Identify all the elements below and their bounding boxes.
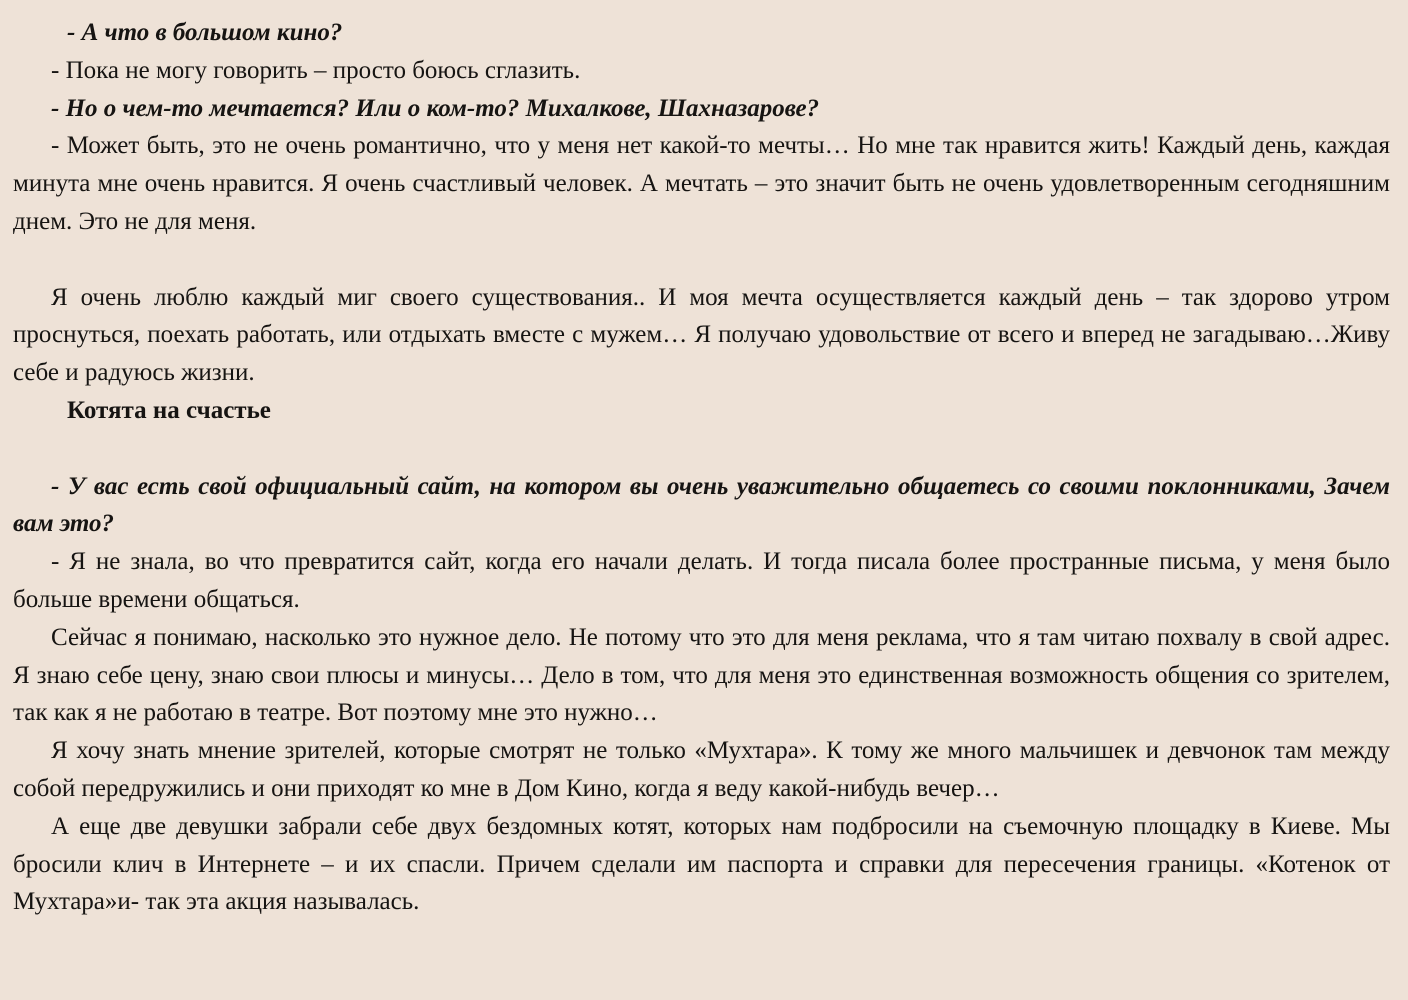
answer-paragraph: Я очень люблю каждый миг своего существования.. И моя мечта осуществляется каждый день – так здорово утром проснуться, поехать работать, или отдыхать вместе с мужем… Я получаю удовольствие от всего и вперед не загадываю…Живу себе и радуюсь жизни. bbox=[13, 283, 1390, 387]
answer-paragraph: - Пока не могу говорить – просто боюсь сглазить. bbox=[51, 56, 581, 84]
answer-paragraph: Я хочу знать мнение зрителей, которые смотрят не только «Мухтара». К тому же много мальчишек и девчонок там между собой передружились и они приходят ко мне в Дом Кино, когда я веду какой-нибудь вечер… bbox=[13, 737, 1390, 802]
answer-paragraph: А еще две девушки забрали себе двух бездомных котят, которых нам подбросили на съемочную площадку в Киеве. Мы бросили клич в Интернете – и их спасли. Причем сделали им паспорта и справки для пересечения границы. «Котенок от Мухтара»и- так эта акция называлась. bbox=[13, 812, 1390, 916]
article-text bbox=[13, 14, 1390, 921]
question-paragraph: - У вас есть свой официальный сайт, на котором вы очень уважительно общаетесь со своими поклонниками, Зачем вам это? bbox=[13, 472, 1390, 538]
answer-paragraph: Сейчас я понимаю, насколько это нужное дело. Не потому что это для меня реклама, что я там читаю похвалу в свой адрес. Я знаю себе цену, знаю свои плюсы и минусы… Дело в том, что для меня это единственная возможность общения со зрителем, так как я не работаю в театре. Вот поэтому мне это нужно… bbox=[13, 623, 1390, 727]
question-paragraph: - А что в большом кино? bbox=[67, 19, 343, 46]
paragraph-gap bbox=[13, 430, 1390, 468]
section-heading: Котята на счастье bbox=[67, 396, 271, 424]
answer-paragraph: - Я не знала, во что превратится сайт, когда его начали делать. И тогда писала более пространные письма, у меня было больше времени общаться. bbox=[13, 548, 1390, 613]
answer-paragraph: - Может быть, это не очень романтично, что у меня нет какой-то мечты… Но мне так нравится жить! Каждый день, каждая минута мне очень нравится. Я очень счастливый человек. А мечтать – это значит быть не очень удовлетворенным сегодняшним днем. Это не для меня. bbox=[13, 132, 1390, 235]
question-paragraph: - Но о чем-то мечтается? Или о ком-то? Михалкове, Шахназарове? bbox=[51, 94, 820, 122]
paragraph-gap bbox=[13, 241, 1390, 279]
